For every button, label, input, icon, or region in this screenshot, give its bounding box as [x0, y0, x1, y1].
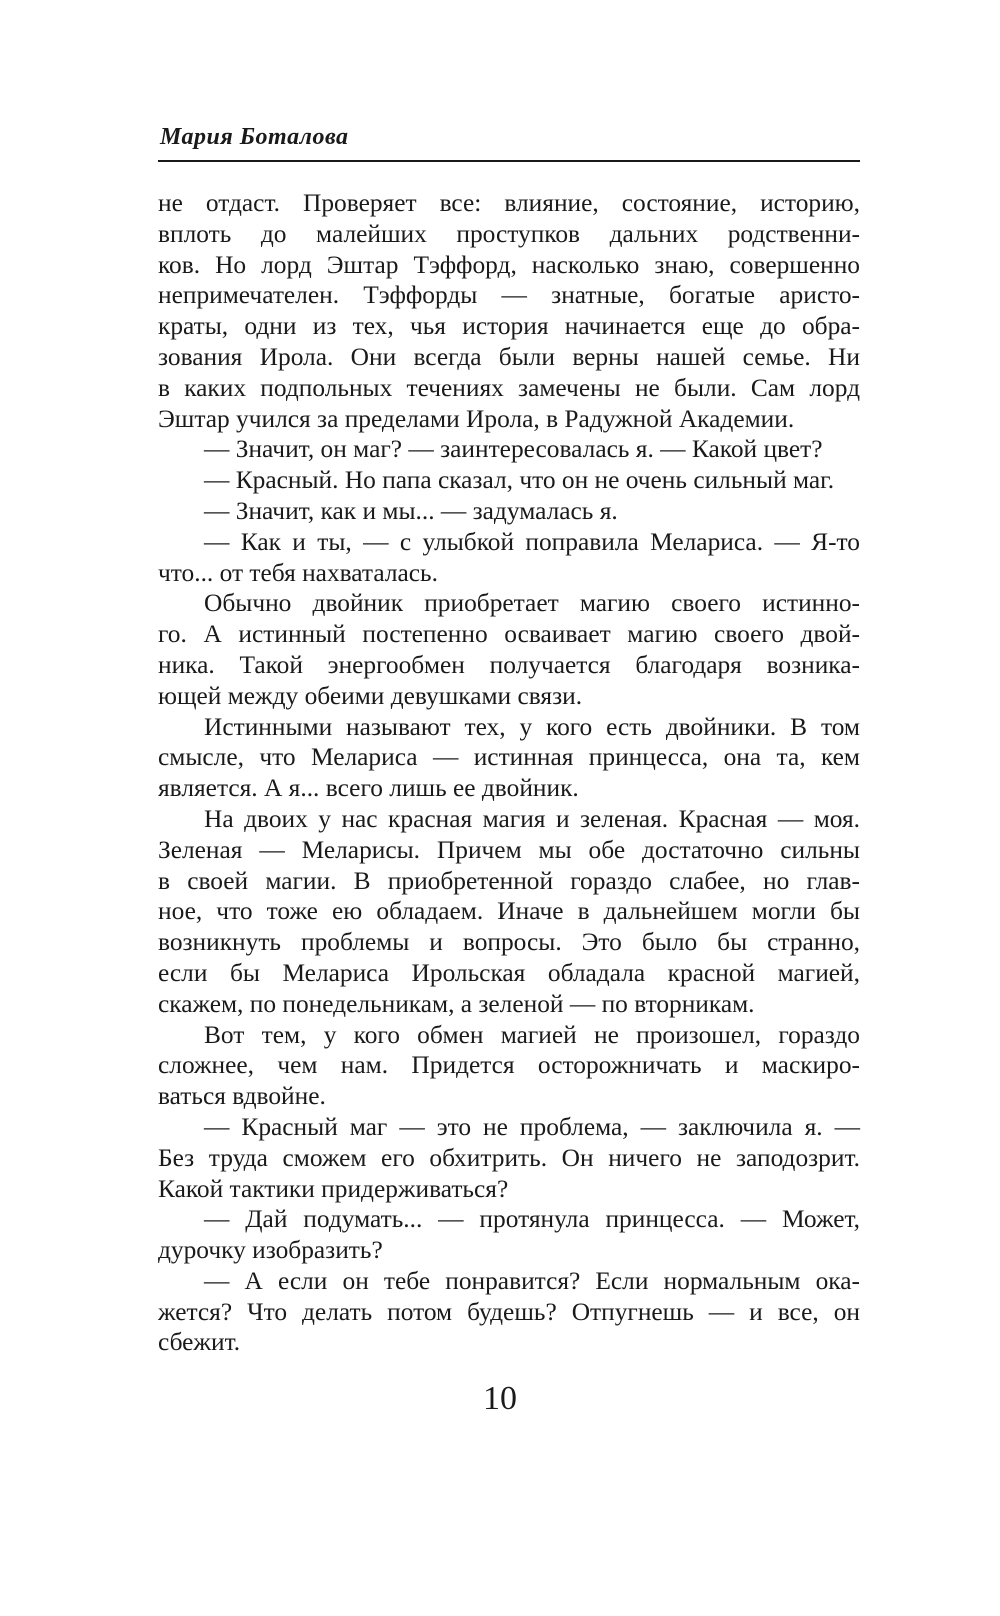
- text-line: Какой тактики придерживаться?: [158, 1174, 509, 1203]
- text-line: дурочку изобразить?: [158, 1236, 383, 1265]
- text-line: — Красный. Но папа сказал, что он не очень сильный маг.: [204, 466, 835, 495]
- header-rule: [158, 160, 860, 162]
- text-line: На двоих у нас красная магия и зеленая. Красная — моя.: [204, 804, 860, 833]
- text-line: сложнее, чем нам. Придется осторожничать и маскиро-: [158, 1051, 860, 1080]
- text-line: ющей между обеими девушками связи.: [158, 681, 583, 710]
- text-line: краты, одни из тех, чья история начинается еще до обра-: [158, 312, 860, 341]
- text-line: вплоть до малейших проступков дальних родственни-: [158, 219, 860, 248]
- text-line: сбежит.: [158, 1328, 241, 1357]
- text-line: — Дай подумать... — протянула принцесса. — Может,: [204, 1205, 860, 1234]
- text-line: ваться вдвойне.: [158, 1082, 326, 1111]
- text-line: Зеленая — Меларисы. Причем мы обе достаточно сильны: [158, 835, 860, 864]
- text-line: зования Ирола. Они всегда были верны нашей семье. Ни: [158, 342, 860, 371]
- text-line: — Как и ты, — с улыбкой поправила Мелариса. — Я-то: [204, 527, 860, 556]
- text-line: является. А я... всего лишь ее двойник.: [158, 774, 579, 803]
- text-line: ков. Но лорд Эштар Тэффорд, насколько знаю, совершенно: [158, 250, 860, 279]
- text-line: — Значит, как и мы... — задумалась я.: [204, 496, 618, 525]
- body-text: [158, 188, 860, 1358]
- running-header-author: Мария Боталова: [160, 124, 349, 150]
- text-line: что... от тебя нахваталась.: [158, 558, 438, 587]
- text-line: возникнуть проблемы и вопросы. Это было бы странно,: [158, 928, 860, 957]
- text-line: скажем, по понедельникам, а зеленой — по вторникам.: [158, 989, 755, 1018]
- text-line: — А если он тебе понравится? Если нормальным ока-: [204, 1266, 860, 1295]
- text-line: го. А истинный постепенно осваивает магию своего двой-: [158, 620, 860, 649]
- text-line: Обычно двойник приобретает магию своего истинно-: [204, 589, 860, 618]
- text-line: жется? Что делать потом будешь? Отпугнешь — и все, он: [158, 1297, 860, 1326]
- page-number: 10: [483, 1380, 517, 1417]
- text-line: ное, что тоже ею обладаем. Иначе в дальнейшем могли бы: [158, 897, 860, 926]
- text-line: ника. Такой энергообмен получается благодаря возника-: [158, 650, 860, 679]
- text-line: Истинными называют тех, у кого есть двойники. В том: [204, 712, 860, 741]
- text-line: в своей магии. В приобретенной гораздо слабее, но глав-: [158, 866, 860, 895]
- text-line: — Значит, он маг? — заинтересовалась я. — Какой цвет?: [204, 435, 823, 464]
- text-line: Без труда сможем его обхитрить. Он ничего не заподозрит.: [158, 1143, 860, 1172]
- text-line: непримечателен. Тэффорды — знатные, богатые аристо-: [158, 281, 860, 310]
- text-line: — Красный маг — это не проблема, — заключила я. —: [204, 1112, 860, 1141]
- text-line: Вот тем, у кого обмен магией не произошел, гораздо: [204, 1020, 860, 1049]
- text-line: если бы Мелариса Ирольская обладала красной магией,: [158, 958, 860, 987]
- text-line: в каких подпольных течениях замечены не были. Сам лорд: [158, 373, 860, 402]
- text-line: Эштар учился за пределами Ирола, в Радужной Академии.: [158, 404, 795, 433]
- text-line: смысле, что Мелариса — истинная принцесса, она та, кем: [158, 743, 860, 772]
- text-line: не отдаст. Проверяет все: влияние, состояние, историю,: [158, 189, 860, 217]
